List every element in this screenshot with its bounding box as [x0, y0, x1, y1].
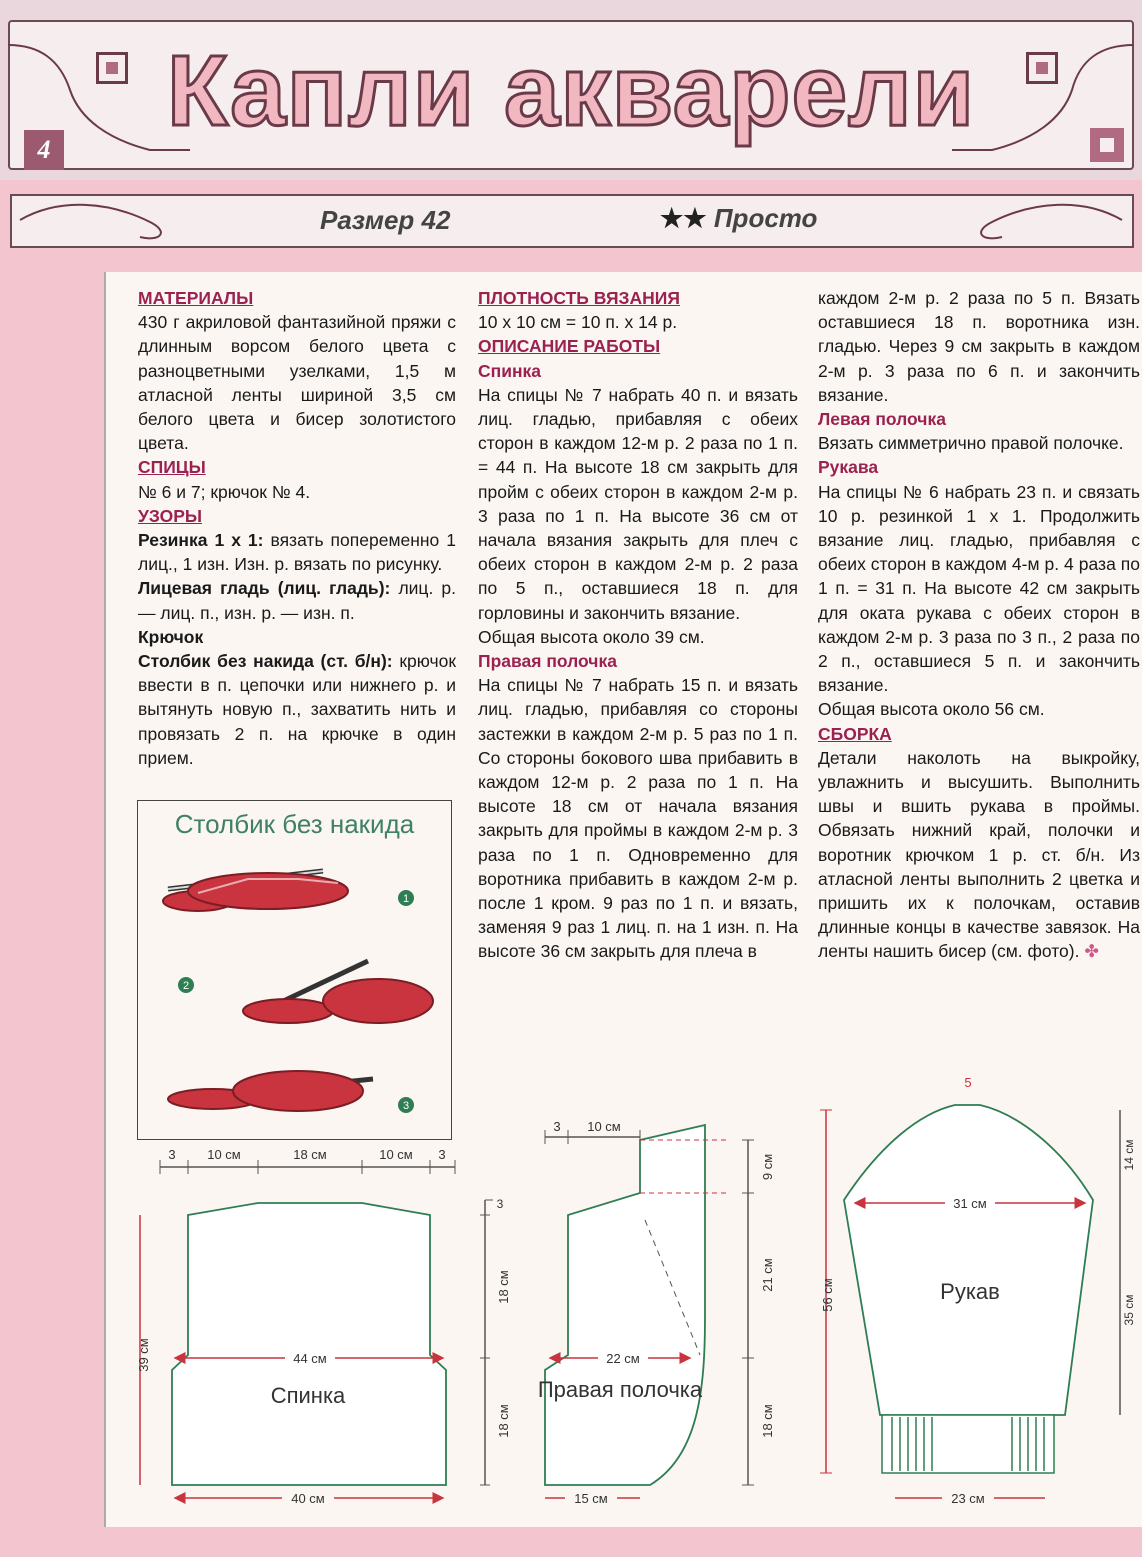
- column-3: [818, 286, 1140, 964]
- back-label: Спинка: [270, 1383, 346, 1408]
- sc-pattern: Столбик без накида (ст. б/н): крючок ввести в п. цепочки или нижнего р. и вытянуть новую п., захватить нить и провязать 2 п. на крючке в один прием.: [138, 651, 456, 768]
- sleeve-height: 56 см: [820, 1278, 835, 1312]
- front-height-1: 3: [496, 1197, 504, 1211]
- crochet-title: Столбик без накида: [174, 809, 415, 839]
- back-text: На спицы № 7 набрать 40 п. и вязать лиц. гладью, прибавляя с обеих сторон в каждом 12-м р. 2 раза по 1 п. = 44 п. На высоте 18 см закрыть для пройм с обеих сторон в каждом 2-м р. 3 раза по 1 п. На высоте 36 см от начала вязания закрыть для плеч с обеих сторон в каждом 2-м р. 2 раза по 5 п., оставшиеся 18 п. для горловины и закончить вязание.: [478, 384, 798, 623]
- crochet-step-1: [163, 871, 414, 911]
- schematics: [0, 1075, 1142, 1525]
- sleeve-top: 5: [964, 1075, 972, 1090]
- gauge-text: 10 х 10 см = 10 п. х 14 р.: [478, 312, 678, 333]
- back-heading: Спинка: [478, 360, 542, 381]
- info-bar-swirls: [0, 192, 1142, 252]
- left-front-text: Вязать симметрично правой полочке.: [818, 433, 1124, 454]
- header-banner: [0, 0, 1142, 180]
- back-width: 44 см: [293, 1351, 327, 1366]
- sleeve-schematic: [820, 1075, 1136, 1506]
- sleeve-side-1: 14 см: [1122, 1139, 1136, 1171]
- right-front-heading: Правая полочка: [478, 651, 617, 672]
- front-bottom: 15 см: [574, 1491, 608, 1506]
- back-schematic: [136, 1147, 455, 1506]
- page-number: 4: [24, 130, 64, 170]
- front-height-2: 18 см: [496, 1270, 511, 1304]
- sleeve-width: 31 см: [953, 1196, 987, 1211]
- back-total: Общая высота около 39 см.: [478, 626, 705, 647]
- back-dim-shoulder-1: 10 см: [207, 1147, 241, 1162]
- assembly-heading: СБОРКА: [818, 723, 892, 744]
- description-heading: ОПИСАНИЕ РАБОТЫ: [478, 336, 661, 357]
- sleeve-side-2: 35 см: [1122, 1294, 1136, 1326]
- right-front-text: На спицы № 7 набрать 15 п. и вязать лиц. гладью, прибавляя со стороны застежки в каждом 2-м р. 5 раз по 1 п. Со стороны бокового шва прибавить в каждом 12-м р. 2 раза по 1 п. На высоте 18 см от начала вязания закрыть для проймы в каждом 2-м р. 3 раза по 1 п. Одновременно для воротника прибавить в каждом 2-м р. после 1 кром. 9 раз по 1 п. и вязать, заменяя 9 раз 1 лиц. п. на 1 изн. п. На высоте 36 см закрыть для плеча в: [478, 675, 798, 962]
- patterns-heading: УЗОРЫ: [138, 505, 203, 526]
- front-schematic: [480, 1119, 775, 1506]
- back-bottom: 40 см: [291, 1491, 325, 1506]
- assembly-text: Детали наколоть на выкройку, увлажнить и высушить. Выполнить швы и вшить рукава в проймы. Обвязать нижний край, полочки и воротник крючком 1 р. ст. б/н. Из атласной ленты выполнить 2 цветка и пришить их к полочкам, оставив длинные концы в качестве завязок. На ленты нашить бисер (см. фото). ✤: [818, 747, 1140, 962]
- back-dim-shoulder-left: 3: [168, 1147, 176, 1162]
- size-label: Размер 42: [320, 205, 451, 235]
- left-front-heading: Левая полочка: [818, 409, 946, 430]
- gauge-heading: ПЛОТНОСТЬ ВЯЗАНИЯ: [478, 288, 680, 308]
- front-height-5: 18 см: [496, 1404, 511, 1438]
- needles-text: № 6 и 7; крючок № 4.: [138, 481, 311, 502]
- sleeve-bottom: 23 см: [951, 1491, 985, 1506]
- difficulty-label: ★★ Просто: [660, 203, 818, 233]
- front-height-3: 21 см: [760, 1258, 775, 1292]
- crochet-illustration-box: [137, 800, 452, 1140]
- front-label: Правая полочка: [537, 1377, 703, 1402]
- difficulty-stars: ★★: [660, 203, 707, 233]
- step-3-label: 3: [402, 1100, 410, 1112]
- sleeve-text: На спицы № 6 набрать 23 п. и связать 10 р. резинкой 1 х 1. Продолжить вязание лиц. гладью, прибавляя с обеих сторон в каждом 4-м р. 4 раза по 1 п. = 31 п. На высоте 42 см закрыть для оката рукава с обеих сторон в каждом 2-м р. 3 раза по 3 п., 2 раза по 2 п., оставшиеся 5 п. и закончить вязание.: [818, 481, 1140, 696]
- front-height-4: 18 см: [760, 1404, 775, 1438]
- continuation-text: каждом 2-м р. 2 раза по 5 п. Вязать оставшиеся 18 п. воротника изн. гладью. Через 9 см закрыть в каждом 2-м р. 3 раза по 6 п. и закончить вязание.: [818, 288, 1140, 405]
- front-dim-2: 10 см: [587, 1119, 621, 1134]
- back-dim-shoulder-2: 10 см: [379, 1147, 413, 1162]
- step-1-label: 1: [402, 893, 410, 905]
- crochet-steps-illustration: [138, 801, 451, 1139]
- sleeve-label: Рукав: [940, 1279, 1000, 1304]
- materials-text: 430 г акриловой фантазийной пряжи с длинным ворсом белого цвета с разноцветными узелками, 1,5 м атласной ленты шириной 3,5 см белого цвета и бисер золотистого цвета.: [138, 312, 456, 454]
- page-title: Капли акварели: [166, 35, 976, 147]
- front-height-0: 9 см: [760, 1153, 775, 1181]
- materials-heading: МАТЕРИАЛЫ: [138, 288, 254, 308]
- front-width: 22 см: [606, 1351, 640, 1366]
- needles-heading: СПИЦЫ: [138, 457, 206, 478]
- column-2: [478, 286, 798, 964]
- sleeve-total: Общая высота около 56 см.: [818, 699, 1045, 720]
- step-2-label: 2: [182, 980, 190, 992]
- column-1: [138, 286, 456, 770]
- stockinette-pattern: Лицевая гладь (лиц. гладь): лиц. р. — лиц. п., изн. р. — изн. п.: [138, 578, 456, 623]
- crochet-step-3: [168, 1071, 414, 1113]
- sleeve-heading: Рукава: [818, 457, 879, 478]
- rib-pattern: Резинка 1 х 1: вязать попеременно 1 лиц., 1 изн. Изн. р. вязать по рисунку.: [138, 530, 456, 575]
- hook-heading: Крючок: [138, 626, 204, 647]
- back-height: 39 см: [136, 1338, 151, 1372]
- back-dim-neck: 18 см: [293, 1147, 327, 1162]
- front-dim-1: 3: [553, 1119, 561, 1134]
- back-dim-shoulder-right: 3: [438, 1147, 446, 1162]
- crochet-step-2: [178, 961, 433, 1023]
